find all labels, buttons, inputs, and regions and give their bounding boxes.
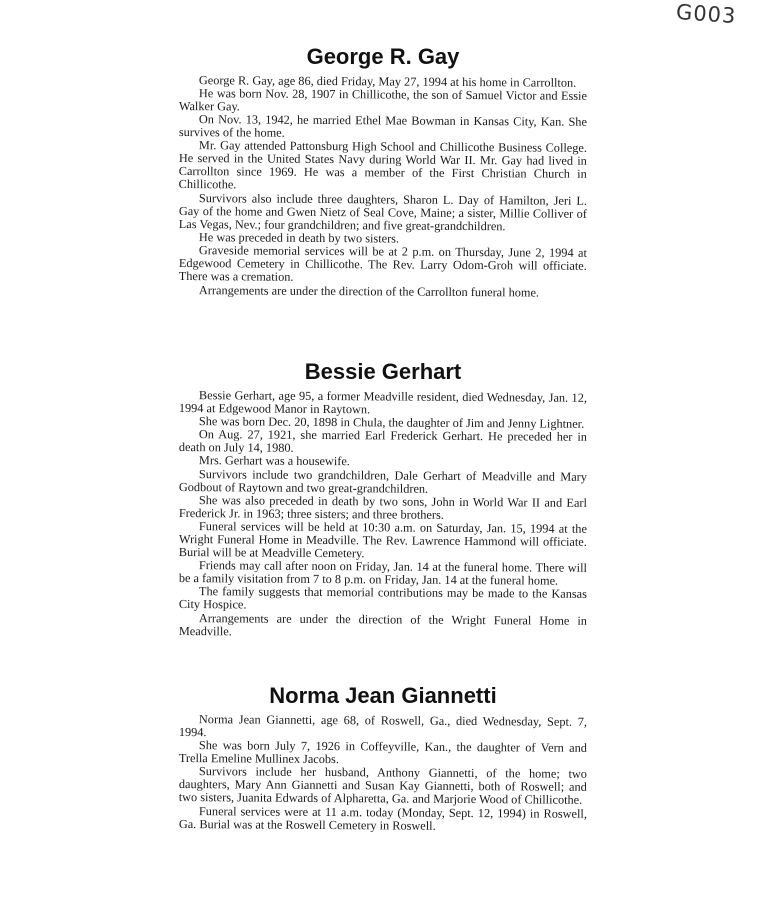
- obituary-paragraph: She was born Dec. 20, 1898 in Chula, the daughter of Jim and Jenny Lightner.: [198, 414, 585, 432]
- obituary-paragraph: On Nov. 13, 1942, he married Ethel Mae Bowman in Kansas City, Kan. She survives of the home.: [178, 112, 587, 141]
- obituary-headline: George R. Gay: [306, 44, 460, 69]
- obituary-paragraph: He was born Nov. 28, 1907 in Chillicothe, the son of Samuel Victor and Essie Walker Gay.: [178, 86, 587, 114]
- obituary-headline: Bessie Gerhart: [304, 359, 462, 384]
- obituary-paragraph: Mrs. Gerhart was a housewife.: [198, 453, 350, 469]
- obituary-paragraph: Mr. Gay attended Pattonsburg High School and Chillicothe Business College. He served in the United States Navy during World War II. Mr. Gay had lived in Carrollton since 1969. He was a member of the First Christian Church in Chillicothe.: [178, 138, 587, 193]
- obituary-paragraph: She was also preceded in death by two sons, John in World War II and Earl Frederick Jr. in 1963; three sisters; and three brothers.: [178, 492, 587, 522]
- obituary-paragraph: Graveside memorial services will be at 2 p.m. on Thursday, June 2, 1994 at Edgewood Cemetery in Chillicothe. The Rev. Larry Odom-Groh will officiate. There was a cremation.: [178, 243, 587, 285]
- obituary-paragraph: On Aug. 27, 1921, she married Earl Frederick Gerhart. He preceded her in death on July 14, 1980.: [178, 427, 587, 456]
- obituary-paragraph: Arrangements are under the direction of the Carrollton funeral home.: [198, 282, 540, 300]
- obituary-paragraph: Survivors include her husband, Anthony Giannetti, of the home; two daughters, Mary Ann Giannetti and Susan Kay Giannetti, both of Roswell; and two sisters, Juanita Edwards of Alpharetta, Ga. and Marjorie Wood of Chillicothe.: [178, 764, 587, 808]
- obituary-paragraph: Funeral services will be held at 10:30 a.m. on Saturday, Jan. 15, 1994 at the Wright Funeral Home in Meadville. The Rev. Lawrence Hammond will officiate. Burial will be at Meadville Cemetery.: [178, 519, 587, 561]
- obituary-paragraph: Survivors include two grandchildren, Dale Gerhart of Meadville and Mary Godbout of Raytown and two great-grandchildren.: [178, 466, 587, 496]
- obituary-paragraph: George R. Gay, age 86, died Friday, May 27, 1994 at his home in Carrollton.: [198, 73, 577, 90]
- obituary-paragraph: The family suggests that memorial contributions may be made to the Kansas City Hospice.: [178, 584, 587, 612]
- obituary-norma-giannetti: [179, 683, 587, 831]
- obituary-paragraph: Bessie Gerhart, age 95, a former Meadville resident, died Wednesday, Jan. 12, 1994 at Edgewood Manor in Raytown.: [178, 388, 587, 417]
- obituary-paragraph: Survivors also include three daughters, Sharon L. Day of Hamilton, Jeri L. Gay of the home and Gwen Nietz of Seal Cove, Maine; a sister, Millie Colliver of Las Vegas, Nev.; four grandchildren; and five great-grandchildren.: [178, 190, 587, 234]
- obituary-headline: Norma Jean Giannetti: [269, 683, 497, 708]
- obituary-paragraph: Funeral services were at 11 a.m. today (Monday, Sept. 12, 1994) in Roswell, Ga. Burial was at the Roswell Cemetery in Roswell.: [178, 803, 587, 833]
- obituary-paragraph: Friends may call after noon on Friday, Jan. 14 at the funeral home. There will be a family visitation from 7 to 8 p.m. on Friday, Jan. 14 at the funeral home.: [178, 558, 587, 588]
- obituary-paragraph: He was preceded in death by two sisters.: [198, 230, 400, 246]
- obituary-bessie-gerhart: [179, 359, 587, 638]
- obituary-george-gay: [178, 44, 587, 300]
- obituary-paragraph: Norma Jean Giannetti, age 68, of Roswell, Ga., died Wednesday, Sept. 7, 1994.: [178, 712, 587, 740]
- handwritten-page-code: G003: [675, 0, 738, 29]
- obituary-paragraph: She was born July 7, 1926 in Coffeyville, Kan., the daughter of Vern and Trella Emeline Mullinex Jacobs.: [178, 738, 587, 767]
- obituary-paragraph: Arrangements are under the direction of the Wright Funeral Home in Meadville.: [178, 610, 587, 639]
